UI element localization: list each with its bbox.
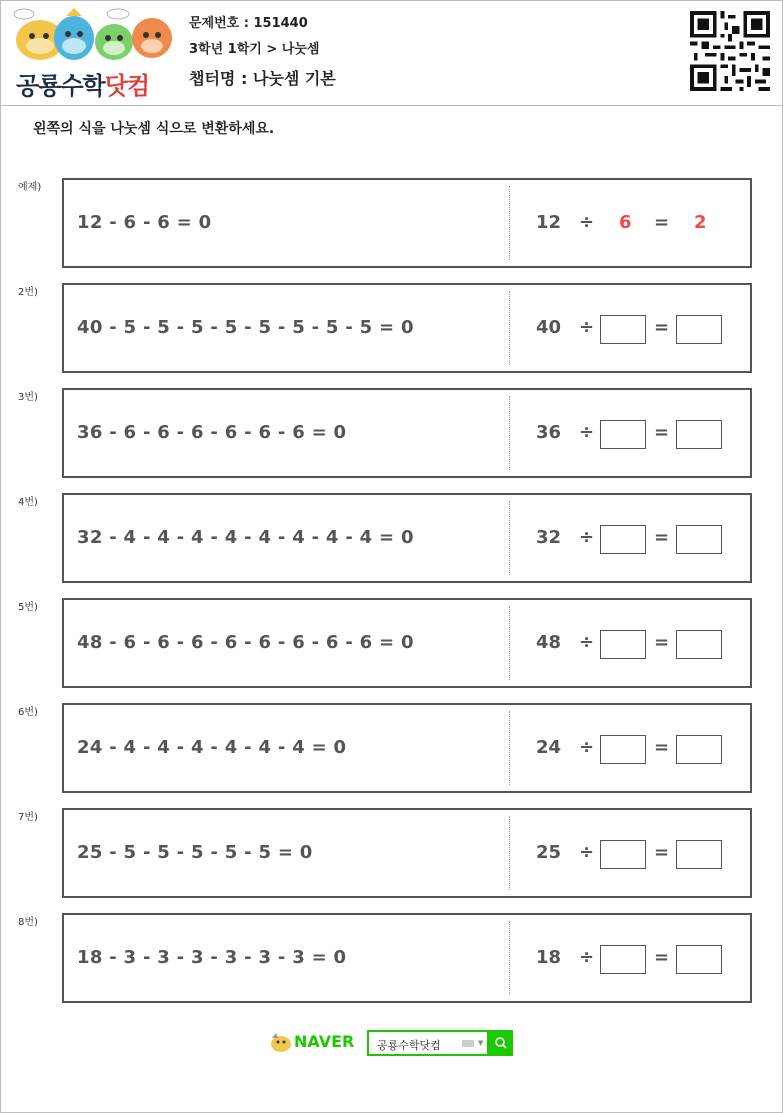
divisor-answer: 6: [619, 212, 632, 233]
problem-label: 4번): [18, 497, 38, 508]
keyboard-icon[interactable]: [462, 1040, 474, 1047]
brand-name-part1: 공룡수학: [16, 72, 105, 100]
divisor-answer-box[interactable]: [600, 525, 646, 554]
problem-example: [0, 178, 783, 268]
subtraction-expression: 32 - 4 - 4 - 4 - 4 - 4 - 4 - 4 - 4 = 0: [77, 527, 414, 548]
subtraction-expression: 36 - 6 - 6 - 6 - 6 - 6 - 6 = 0: [77, 422, 347, 443]
dividend: 24: [536, 737, 562, 758]
search-icon: [489, 1030, 513, 1056]
equals-sign: =: [654, 842, 670, 863]
search-button[interactable]: [489, 1030, 513, 1056]
problem-number: 문제번호 : 151440: [189, 16, 308, 31]
dotted-divider: [509, 186, 510, 260]
dividend: 36: [536, 422, 562, 443]
divide-sign: ÷: [579, 212, 595, 233]
dotted-divider: [509, 606, 510, 680]
dropdown-arrow-icon[interactable]: ▼: [478, 1039, 484, 1047]
quotient-answer-box[interactable]: [676, 945, 722, 974]
problem-label: 8번): [18, 917, 38, 928]
dividend: 32: [536, 527, 562, 548]
divisor-answer-box[interactable]: [600, 315, 646, 344]
problem-label: 예제): [18, 182, 42, 193]
problem-4: [0, 493, 783, 583]
subtraction-expression: 48 - 6 - 6 - 6 - 6 - 6 - 6 - 6 - 6 = 0: [77, 632, 414, 653]
problem-box: [62, 178, 752, 268]
search-query-text: 공룡수학닷컴: [377, 1039, 441, 1052]
dividend: 25: [536, 842, 562, 863]
problem-box: [62, 283, 752, 373]
divide-sign: ÷: [579, 947, 595, 968]
divide-sign: ÷: [579, 842, 595, 863]
quotient-answer-box[interactable]: [676, 525, 722, 554]
problem-7: [0, 808, 783, 898]
dotted-divider: [509, 501, 510, 575]
brand-name: [16, 66, 149, 101]
subtraction-expression: 25 - 5 - 5 - 5 - 5 - 5 = 0: [77, 842, 313, 863]
quotient-answer-box[interactable]: [676, 315, 722, 344]
quotient-answer-box[interactable]: [676, 735, 722, 764]
problem-label: 3번): [18, 392, 38, 403]
dotted-divider: [509, 921, 510, 995]
problem-5: [0, 598, 783, 688]
divisor-answer-box[interactable]: [600, 420, 646, 449]
problem-2: [0, 283, 783, 373]
divisor-answer-box[interactable]: [600, 945, 646, 974]
search-input[interactable]: [367, 1030, 489, 1056]
dotted-divider: [509, 816, 510, 890]
problem-6: [0, 703, 783, 793]
dotted-divider: [509, 291, 510, 365]
qr-code-icon[interactable]: [690, 11, 770, 91]
divisor-answer-box[interactable]: [600, 630, 646, 659]
subtraction-expression: 12 - 6 - 6 = 0: [77, 212, 212, 233]
subtraction-expression: 24 - 4 - 4 - 4 - 4 - 4 - 4 = 0: [77, 737, 347, 758]
dividend: 12: [536, 212, 562, 233]
course-path: 3학년 1학기 > 나눗셈: [189, 42, 320, 57]
problem-label: 6번): [18, 707, 38, 718]
problem-label: 2번): [18, 287, 38, 298]
problem-box: [62, 388, 752, 478]
equals-sign: =: [654, 737, 670, 758]
equals-sign: =: [654, 422, 670, 443]
equals-sign: =: [654, 212, 670, 233]
dinosaur-mascots-image: [12, 6, 174, 66]
problem-8: [0, 913, 783, 1003]
problem-box: [62, 808, 752, 898]
dotted-divider: [509, 711, 510, 785]
quotient-answer: 2: [694, 212, 707, 233]
dividend: 18: [536, 947, 562, 968]
problem-box: [62, 598, 752, 688]
brand-logo: [12, 6, 174, 100]
dividend: 48: [536, 632, 562, 653]
divisor-answer-box[interactable]: [600, 735, 646, 764]
divide-sign: ÷: [579, 422, 595, 443]
quotient-answer-box[interactable]: [676, 630, 722, 659]
subtraction-expression: 18 - 3 - 3 - 3 - 3 - 3 - 3 = 0: [77, 947, 347, 968]
divide-sign: ÷: [579, 527, 595, 548]
problem-3: [0, 388, 783, 478]
divisor-answer-box[interactable]: [600, 840, 646, 869]
divide-sign: ÷: [579, 317, 595, 338]
instruction-text: 왼쪽의 식을 나눗셈 식으로 변환하세요.: [33, 121, 275, 137]
naver-label: NAVER: [294, 1032, 355, 1051]
worksheet-header: [0, 0, 783, 106]
brand-name-part2: 닷컴: [104, 72, 150, 100]
equals-sign: =: [654, 947, 670, 968]
quotient-answer-box[interactable]: [676, 420, 722, 449]
problem-box: [62, 913, 752, 1003]
equals-sign: =: [654, 317, 670, 338]
problem-label: 7번): [18, 812, 38, 823]
divide-sign: ÷: [579, 737, 595, 758]
subtraction-expression: 40 - 5 - 5 - 5 - 5 - 5 - 5 - 5 - 5 = 0: [77, 317, 414, 338]
problem-box: [62, 493, 752, 583]
equals-sign: =: [654, 527, 670, 548]
equals-sign: =: [654, 632, 670, 653]
problem-label: 5번): [18, 602, 38, 613]
naver-mascot-icon: [268, 1032, 294, 1054]
chapter-name: 챕터명 : 나눗셈 기본: [189, 69, 336, 88]
quotient-answer-box[interactable]: [676, 840, 722, 869]
problem-box: [62, 703, 752, 793]
divide-sign: ÷: [579, 632, 595, 653]
dotted-divider: [509, 396, 510, 470]
dividend: 40: [536, 317, 562, 338]
